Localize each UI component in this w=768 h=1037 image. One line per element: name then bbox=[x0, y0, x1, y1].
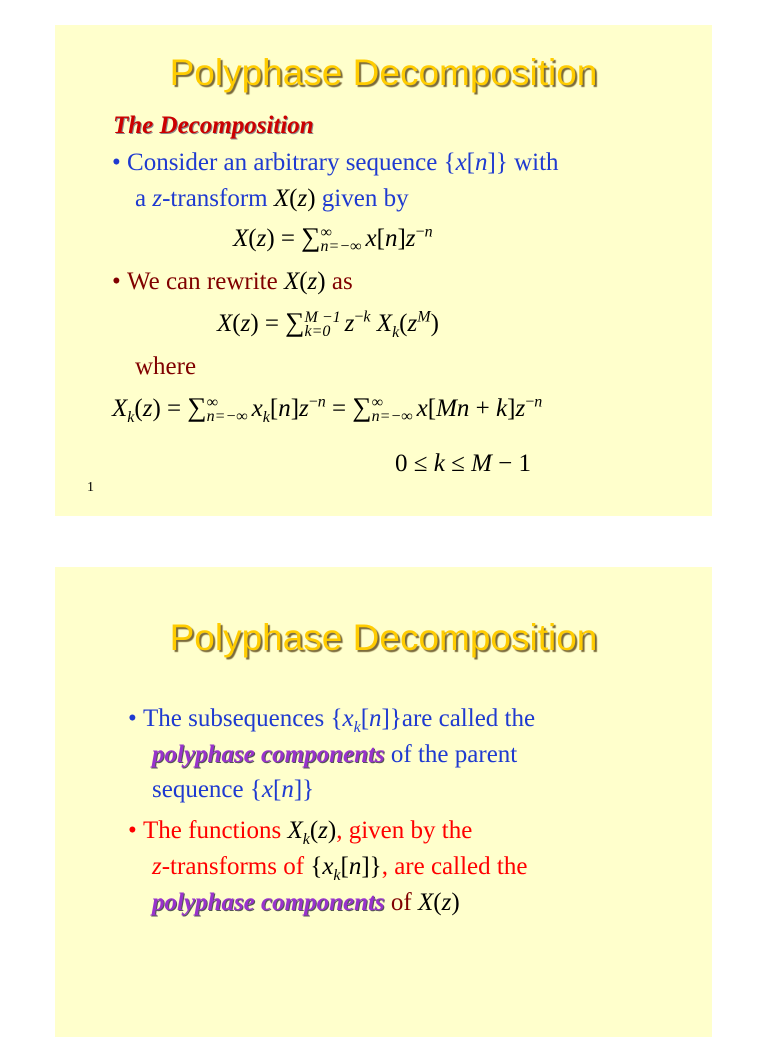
slide-title: Polyphase Decomposition bbox=[169, 617, 598, 658]
polyphase-components-emphasis: polyphase components bbox=[152, 741, 385, 768]
where-label: where bbox=[135, 353, 197, 380]
bullet-dot: • bbox=[112, 268, 128, 295]
equation-2: X(z) = ∑ M −1 k=0 $z^{-k}$ $X_k(z^M)$ bbox=[217, 307, 439, 341]
bullet-1-line-3: sequence {x[n]} bbox=[152, 776, 315, 803]
bullet-2-line-3: polyphase components of X(z) bbox=[152, 889, 460, 916]
bullet-1: • The subsequences $\{x_k[n]\}are$ called the bbox=[128, 705, 536, 736]
section-subtitle: The Decomposition bbox=[113, 112, 314, 139]
bullet-1-line-2: polyphase components of the parent bbox=[152, 741, 518, 768]
equation-1: X(z) = ∑ ∞ n=−∞ $x[n]z^{-n}$ bbox=[233, 222, 433, 256]
bullet-dot: • bbox=[128, 705, 144, 732]
bullet-1: • Consider an arbitrary sequence {x[n]} with bbox=[112, 149, 559, 176]
slide-1 bbox=[55, 25, 712, 516]
bullet-dot: • bbox=[112, 149, 128, 176]
polyphase-components-emphasis: polyphase components bbox=[152, 889, 385, 916]
bullet-dot: • bbox=[128, 817, 144, 844]
slide-2 bbox=[55, 567, 712, 1037]
slide-title: Polyphase Decomposition bbox=[169, 52, 598, 93]
bullet-2-line-2: z-transforms of $\{x_k[n]\}$, are called the bbox=[152, 853, 528, 884]
page-number: 1 bbox=[87, 480, 94, 495]
equation-4: 0 ≤ k ≤ M − 1 bbox=[395, 450, 532, 477]
bullet-1-line-2: a z-transform X(z) given by bbox=[135, 185, 409, 212]
equation-3: $X_k(z)$ = ∑ ∞ n=−∞ $x_k[n]z^{-n}$ = ∑ ∞ n=−∞ $x[Mn + k]z^{-n}$ bbox=[112, 392, 543, 426]
bullet-2: • The functions $X_k(z)$, given by the bbox=[128, 817, 473, 848]
bullet-2: • We can rewrite X(z) as bbox=[112, 268, 353, 295]
